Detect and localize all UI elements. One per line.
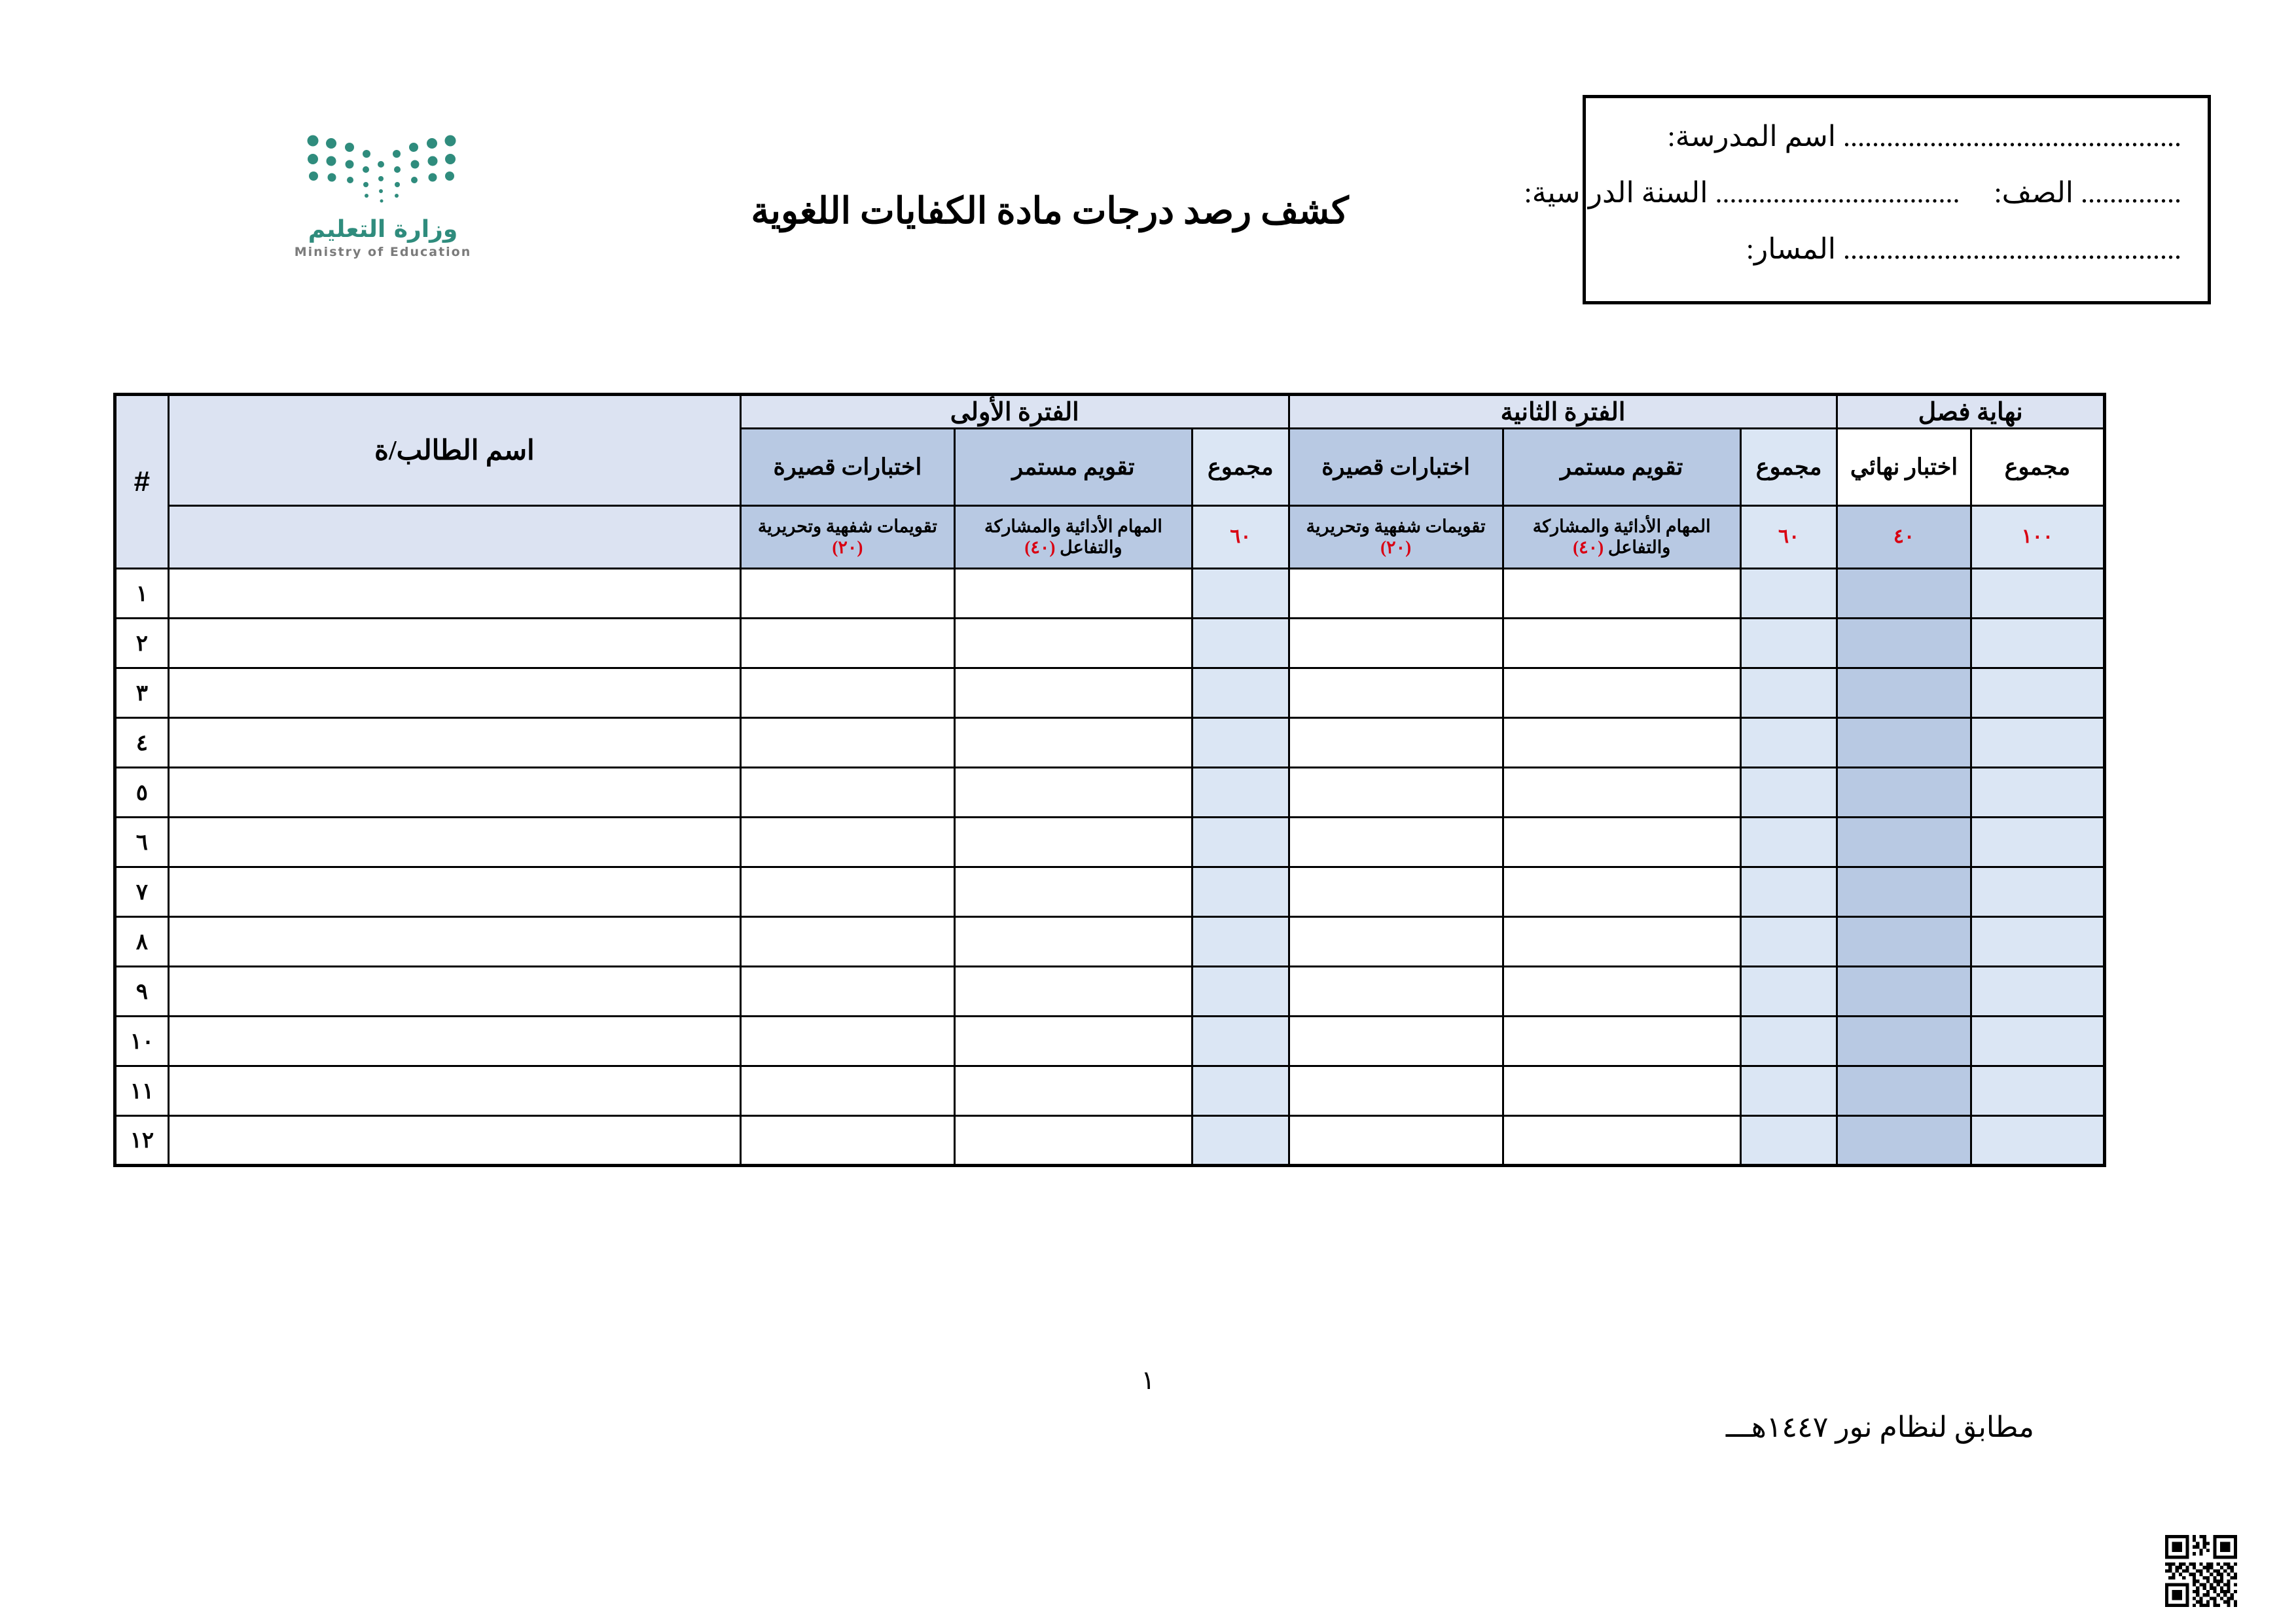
cell-row-index: ٣ (115, 668, 169, 718)
max-mark-sum-period-one (1193, 506, 1289, 569)
cell-continuous-period-one[interactable] (954, 619, 1192, 668)
cell-short-tests-period-two[interactable] (1289, 967, 1503, 1017)
cell-sum-period-one[interactable] (1193, 1116, 1289, 1166)
cell-continuous-period-two[interactable] (1503, 867, 1740, 917)
page-header (0, 79, 2296, 327)
table-row (115, 967, 2105, 1017)
page-number: ١ (1141, 1365, 1155, 1395)
ministry-logo-icon (301, 128, 465, 213)
short-tests-period-two-value: (٢٠) (1380, 537, 1412, 557)
school-name-label: اسم المدرسة: (1667, 120, 1836, 153)
cell-continuous-period-two[interactable] (1503, 1066, 1740, 1116)
max-mark-continuous-period-one (954, 506, 1192, 569)
column-header-final-exam: اختبار نهائي (1837, 429, 1971, 506)
cell-student-name[interactable] (168, 967, 740, 1017)
cell-total-mark[interactable] (1971, 967, 2104, 1017)
cell-total-mark[interactable] (1971, 1017, 2104, 1066)
cell-final-exam-mark[interactable] (1837, 569, 1971, 619)
cell-short-tests-period-one[interactable] (740, 917, 954, 967)
cell-short-tests-period-one[interactable] (740, 1066, 954, 1116)
logo-english-text: Ministry of Education (294, 244, 472, 259)
column-header-student-name: اسم الطالب/ة (168, 395, 740, 506)
cell-short-tests-period-two[interactable] (1289, 668, 1503, 718)
ministry-logo (275, 98, 491, 281)
cell-student-name[interactable] (168, 1066, 740, 1116)
cell-total-mark[interactable] (1971, 619, 2104, 668)
continuous-period-one-desc: المهام الأدائية والمشاركة والتفاعل (984, 516, 1162, 557)
cell-final-exam-mark[interactable] (1837, 619, 1971, 668)
cell-final-exam-mark[interactable] (1837, 1116, 1971, 1166)
cell-row-index: ٢ (115, 619, 169, 668)
cell-continuous-period-one[interactable] (954, 718, 1192, 768)
cell-short-tests-period-one[interactable] (740, 569, 954, 619)
max-mark-continuous-period-two (1503, 506, 1740, 569)
table-row (115, 668, 2105, 718)
cell-row-index: ٧ (115, 867, 169, 917)
cell-short-tests-period-one[interactable] (740, 768, 954, 818)
continuous-period-two-desc: المهام الأدائية والمشاركة والتفاعل (1532, 516, 1711, 557)
cell-sum-period-two[interactable] (1740, 1116, 1837, 1166)
cell-sum-period-two[interactable] (1740, 1017, 1837, 1066)
cell-continuous-period-one[interactable] (954, 818, 1192, 867)
cell-short-tests-period-two[interactable] (1289, 867, 1503, 917)
table-row (115, 569, 2105, 619)
cell-short-tests-period-two[interactable] (1289, 818, 1503, 867)
cell-sum-period-two[interactable] (1740, 867, 1837, 917)
track-line (1612, 234, 2181, 264)
max-mark-sum-period-two (1740, 506, 1837, 569)
track-label: المسار: (1746, 233, 1836, 266)
grades-table-body (115, 569, 2105, 1166)
cell-student-name[interactable] (168, 1017, 740, 1066)
cell-row-index: ١٢ (115, 1116, 169, 1166)
cell-total-mark[interactable] (1971, 668, 2104, 718)
cell-student-name[interactable] (168, 569, 740, 619)
cell-continuous-period-two[interactable] (1503, 967, 1740, 1017)
cell-total-mark[interactable] (1971, 867, 2104, 917)
table-row (115, 818, 2105, 867)
academic-year-label: السنة الدراسية: (1524, 177, 1708, 209)
max-mark-short-tests-period-one (740, 506, 954, 569)
cell-continuous-period-two[interactable] (1503, 668, 1740, 718)
cell-sum-period-one[interactable] (1193, 718, 1289, 768)
cell-short-tests-period-two[interactable] (1289, 718, 1503, 768)
school-name-dots: ............................................... (1843, 120, 2181, 153)
cell-row-index: ٨ (115, 917, 169, 967)
table-row (115, 867, 2105, 917)
cell-sum-period-one[interactable] (1193, 967, 1289, 1017)
cell-continuous-period-two[interactable] (1503, 768, 1740, 818)
table-row (115, 917, 2105, 967)
cell-final-exam-mark[interactable] (1837, 917, 1971, 967)
cell-short-tests-period-two[interactable] (1289, 1066, 1503, 1116)
cell-sum-period-two[interactable] (1740, 668, 1837, 718)
cell-sum-period-two[interactable] (1740, 569, 1837, 619)
class-label: الصف: (1994, 177, 2073, 209)
track-dots: ............................................... (1843, 233, 2181, 266)
column-header-continuous-period-two: تقويم مستمر (1503, 429, 1740, 506)
table-row (115, 619, 2105, 668)
table-row (115, 1066, 2105, 1116)
cell-row-index: ٩ (115, 967, 169, 1017)
cell-row-index: ١٠ (115, 1017, 169, 1066)
continuous-period-two-value: (٤٠) (1573, 537, 1604, 557)
max-mark-final-exam (1837, 506, 1971, 569)
cell-row-index: ١ (115, 569, 169, 619)
cell-sum-period-one[interactable] (1193, 818, 1289, 867)
cell-short-tests-period-two[interactable] (1289, 768, 1503, 818)
table-row (115, 1116, 2105, 1166)
cell-continuous-period-one[interactable] (954, 668, 1192, 718)
cell-sum-period-two[interactable] (1740, 768, 1837, 818)
cell-continuous-period-one[interactable] (954, 1116, 1192, 1166)
column-header-index: # (115, 395, 169, 569)
cell-total-mark[interactable] (1971, 718, 2104, 768)
max-mark-sum-period-two-value: ٦٠ (1778, 526, 1800, 548)
cell-short-tests-period-one[interactable] (740, 668, 954, 718)
cell-sum-period-two[interactable] (1740, 917, 1837, 967)
footer-note: مطابق لنظام نور ١٤٤٧هـــ (1725, 1411, 2034, 1443)
cell-continuous-period-two[interactable] (1503, 718, 1740, 768)
column-header-short-tests-period-two: اختبارات قصيرة (1289, 429, 1503, 506)
cell-sum-period-one[interactable] (1193, 917, 1289, 967)
cell-short-tests-period-one[interactable] (740, 867, 954, 917)
max-mark-sum-period-one-value: ٦٠ (1230, 526, 1251, 548)
max-mark-student-name-spacer (168, 506, 740, 569)
cell-final-exam-mark[interactable] (1837, 818, 1971, 867)
cell-short-tests-period-one[interactable] (740, 1116, 954, 1166)
table-row (115, 718, 2105, 768)
column-header-total: مجموع (1971, 429, 2104, 506)
column-header-sum-period-one: مجموع (1193, 429, 1289, 506)
cell-student-name[interactable] (168, 917, 740, 967)
cell-sum-period-one[interactable] (1193, 1017, 1289, 1066)
cell-row-index: ٦ (115, 818, 169, 867)
table-group-band-row (115, 395, 2105, 429)
cell-student-name[interactable] (168, 718, 740, 768)
cell-student-name[interactable] (168, 619, 740, 668)
column-header-sum-period-two: مجموع (1740, 429, 1837, 506)
grades-table (113, 393, 2106, 1167)
cell-row-index: ٥ (115, 768, 169, 818)
cell-final-exam-mark[interactable] (1837, 967, 1971, 1017)
band-period-two: الفترة الثانية (1289, 395, 1837, 429)
max-mark-final-exam-value: ٤٠ (1893, 526, 1915, 548)
school-name-line (1612, 122, 2181, 152)
column-header-short-tests-period-one: اختبارات قصيرة (740, 429, 954, 506)
max-mark-total (1971, 506, 2104, 569)
max-mark-total-value: ١٠٠ (2021, 526, 2054, 548)
cell-continuous-period-two[interactable] (1503, 917, 1740, 967)
cell-short-tests-period-two[interactable] (1289, 917, 1503, 967)
table-row (115, 1017, 2105, 1066)
cell-short-tests-period-one[interactable] (740, 619, 954, 668)
class-dots: .............. (2081, 177, 2181, 209)
cell-short-tests-period-one[interactable] (740, 818, 954, 867)
cell-sum-period-one[interactable] (1193, 668, 1289, 718)
cell-student-name[interactable] (168, 818, 740, 867)
academic-year-dots: .................................. (1715, 177, 1960, 209)
band-period-one: الفترة الأولى (740, 395, 1289, 429)
cell-continuous-period-one[interactable] (954, 917, 1192, 967)
cell-continuous-period-two[interactable] (1503, 619, 1740, 668)
cell-short-tests-period-two[interactable] (1289, 1116, 1503, 1166)
cell-final-exam-mark[interactable] (1837, 768, 1971, 818)
cell-sum-period-two[interactable] (1740, 967, 1837, 1017)
table-max-marks-row (115, 506, 2105, 569)
cell-continuous-period-two[interactable] (1503, 569, 1740, 619)
cell-continuous-period-two[interactable] (1503, 1116, 1740, 1166)
cell-short-tests-period-two[interactable] (1289, 1017, 1503, 1066)
cell-continuous-period-two[interactable] (1503, 818, 1740, 867)
cell-row-index: ١١ (115, 1066, 169, 1116)
cell-student-name[interactable] (168, 768, 740, 818)
cell-continuous-period-one[interactable] (954, 1066, 1192, 1116)
cell-total-mark[interactable] (1971, 1066, 2104, 1116)
cell-sum-period-two[interactable] (1740, 818, 1837, 867)
cell-short-tests-period-one[interactable] (740, 967, 954, 1017)
cell-final-exam-mark[interactable] (1837, 1017, 1971, 1066)
continuous-period-one-value: (٤٠) (1024, 537, 1056, 557)
short-tests-period-one-value: (٢٠) (832, 537, 863, 557)
cell-sum-period-one[interactable] (1193, 619, 1289, 668)
cell-short-tests-period-one[interactable] (740, 1017, 954, 1066)
max-mark-short-tests-period-two (1289, 506, 1503, 569)
cell-student-name[interactable] (168, 668, 740, 718)
cell-sum-period-two[interactable] (1740, 718, 1837, 768)
cell-sum-period-one[interactable] (1193, 569, 1289, 619)
cell-continuous-period-two[interactable] (1503, 1017, 1740, 1066)
cell-total-mark[interactable] (1971, 917, 2104, 967)
table-row (115, 768, 2105, 818)
cell-continuous-period-one[interactable] (954, 1017, 1192, 1066)
cell-student-name[interactable] (168, 1116, 740, 1166)
column-header-continuous-period-one: تقويم مستمر (954, 429, 1192, 506)
cell-sum-period-two[interactable] (1740, 1066, 1837, 1116)
cell-total-mark[interactable] (1971, 569, 2104, 619)
logo-arabic-text: وزارة التعليم (308, 216, 458, 243)
cell-sum-period-one[interactable] (1193, 1066, 1289, 1116)
cell-student-name[interactable] (168, 867, 740, 917)
cell-total-mark[interactable] (1971, 818, 2104, 867)
cell-final-exam-mark[interactable] (1837, 718, 1971, 768)
cell-continuous-period-one[interactable] (954, 569, 1192, 619)
cell-sum-period-one[interactable] (1193, 867, 1289, 917)
cell-total-mark[interactable] (1971, 768, 2104, 818)
cell-final-exam-mark[interactable] (1837, 1066, 1971, 1116)
cell-short-tests-period-two[interactable] (1289, 569, 1503, 619)
cell-short-tests-period-one[interactable] (740, 718, 954, 768)
cell-final-exam-mark[interactable] (1837, 668, 1971, 718)
qr-code (2165, 1535, 2237, 1607)
band-final-term: نهاية فصل (1837, 395, 2105, 429)
cell-sum-period-one[interactable] (1193, 768, 1289, 818)
page-title-text: كشف رصد درجات مادة الكفايات اللغوية (751, 191, 1349, 232)
short-tests-period-two-desc: تقويمات شفهية وتحريرية (1306, 516, 1486, 537)
cell-short-tests-period-two[interactable] (1289, 619, 1503, 668)
short-tests-period-one-desc: تقويمات شفهية وتحريرية (757, 516, 937, 537)
cell-row-index: ٤ (115, 718, 169, 768)
cell-continuous-period-one[interactable] (954, 867, 1192, 917)
cell-final-exam-mark[interactable] (1837, 867, 1971, 917)
cell-total-mark[interactable] (1971, 1116, 2104, 1166)
cell-continuous-period-one[interactable] (954, 967, 1192, 1017)
qr-code-icon (2165, 1535, 2237, 1607)
cell-continuous-period-one[interactable] (954, 768, 1192, 818)
cell-sum-period-two[interactable] (1740, 619, 1837, 668)
